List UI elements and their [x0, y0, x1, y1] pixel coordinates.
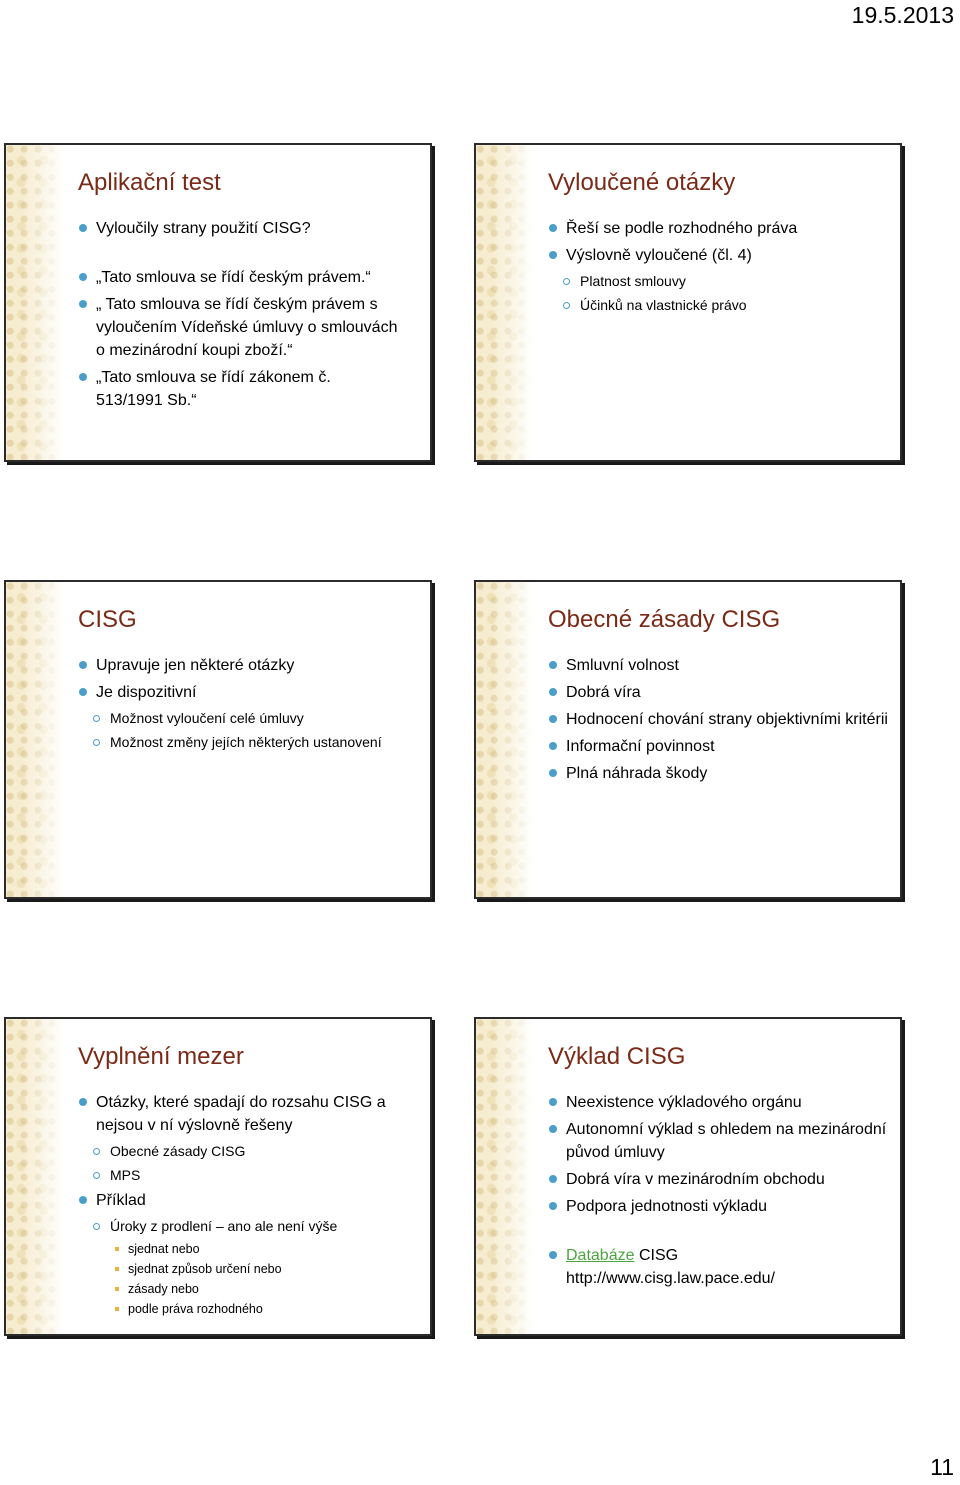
bullet-item: Výslovně vyloučené (čl. 4): [548, 244, 888, 267]
bullet-item: Otázky, které spadají do rozsahu CISG a nejsou v ní výslovně řešeny: [78, 1091, 418, 1137]
bullet-list: [548, 1091, 888, 1294]
slide-title: Obecné zásady CISG: [548, 606, 781, 633]
slide-title: Vyplnění mezer: [78, 1043, 244, 1070]
slide-vyklad-cisg: [474, 1017, 902, 1336]
slide-title: CISG: [78, 606, 137, 633]
slide-title: Vyloučené otázky: [548, 169, 736, 196]
bullet-item: Příklad: [78, 1189, 418, 1212]
bullet-item: „ Tato smlouva se řídí českým právem s vyloučením Vídeňské úmluvy o smlouvách o mezinárodní koupi zboží.“: [78, 293, 418, 362]
page-number: 11: [930, 1454, 954, 1480]
sub-sub-bullet-item: podle práva rozhodného: [78, 1300, 418, 1318]
slide-cisg: [4, 580, 432, 899]
bullet-item: Dobrá víra: [548, 681, 888, 704]
sub-bullet-item: Možnost změny jejích některých ustanovení: [78, 732, 418, 752]
sub-bullet-item: Možnost vyloučení celé úmluvy: [78, 708, 418, 728]
bullet-list: [78, 654, 418, 756]
slide-obecne-zasady: [474, 580, 902, 899]
header-date: 19.5.2013: [851, 2, 954, 28]
sub-bullet-item: Účinků na vlastnické právo: [548, 295, 888, 315]
slide-vyloucene-otazky: [474, 143, 902, 462]
bullet-list: [548, 217, 888, 319]
bullet-item: Autonomní výklad s ohledem na mezinárodní původ úmluvy: [548, 1118, 888, 1164]
bullet-item: Podpora jednotnosti výkladu: [548, 1195, 888, 1218]
sub-sub-bullet-item: sjednat způsob určení nebo: [78, 1260, 418, 1278]
sub-bullet-item: Platnost smlouvy: [548, 271, 888, 291]
sub-sub-bullet-item: zásady nebo: [78, 1280, 418, 1298]
bullet-item: „Tato smlouva se řídí českým právem.“: [78, 266, 418, 289]
spacer: [548, 1222, 888, 1244]
bullet-item: Dobrá víra v mezinárodním obchodu: [548, 1168, 888, 1191]
bullet-item: „Tato smlouva se řídí zákonem č. 513/1991 Sb.“: [78, 366, 356, 412]
database-url: http://www.cisg.law.pace.edu/: [566, 1270, 775, 1287]
bullet-item: Neexistence výkladového orgánu: [548, 1091, 888, 1114]
bullet-item: Vyloučily strany použití CISG?: [78, 217, 418, 240]
sub-bullet-item: Obecné zásady CISG: [78, 1141, 418, 1161]
bullet-item-database: [548, 1244, 888, 1290]
spacer: [78, 244, 418, 266]
sub-bullet-item: Úroky z prodlení – ano ale není výše: [78, 1216, 418, 1236]
bullet-list: [78, 217, 418, 416]
bullet-list: [548, 654, 888, 789]
bullet-item: Plná náhrada škody: [548, 762, 888, 785]
sub-sub-bullet-item: sjednat nebo: [78, 1240, 418, 1258]
bullet-item: Informační povinnost: [548, 735, 888, 758]
bullet-item: Je dispozitivní: [78, 681, 418, 704]
bullet-item: Hodnocení chování strany objektivními kritérii: [548, 708, 888, 731]
bullet-item: Smluvní volnost: [548, 654, 888, 677]
slide-aplikacni-test: [4, 143, 432, 462]
slide-title: Aplikační test: [78, 169, 221, 196]
database-suffix: CISG: [634, 1247, 679, 1264]
database-link[interactable]: Databáze: [566, 1247, 635, 1264]
slide-vyplneni-mezer: [4, 1017, 432, 1336]
bullet-item: Řeší se podle rozhodného práva: [548, 217, 888, 240]
bullet-item: Upravuje jen některé otázky: [78, 654, 418, 677]
sub-bullet-item: MPS: [78, 1165, 418, 1185]
bullet-list: [78, 1091, 418, 1320]
slide-title: Výklad CISG: [548, 1043, 686, 1070]
